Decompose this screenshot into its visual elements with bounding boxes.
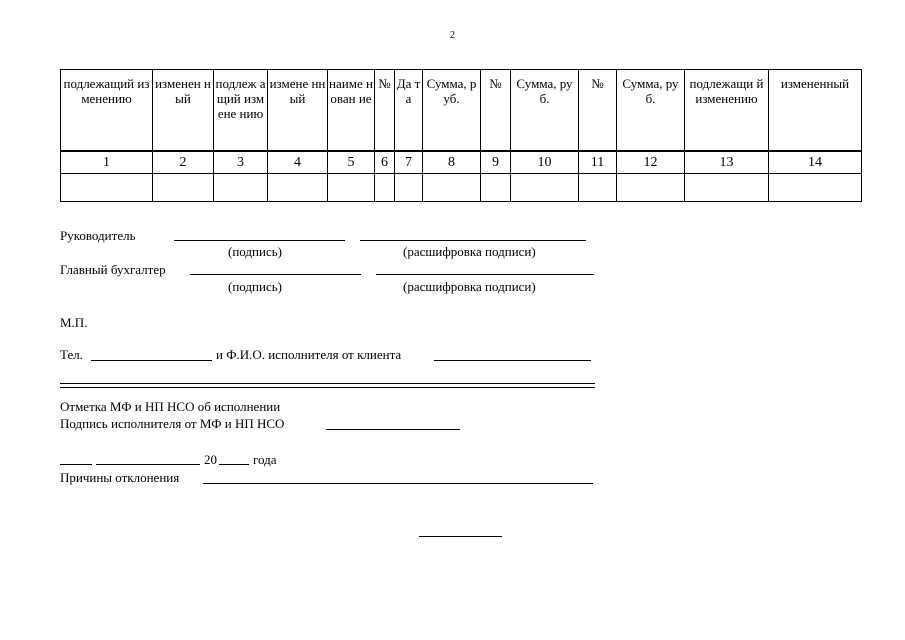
empty-cell[interactable] <box>328 174 375 202</box>
empty-cell[interactable] <box>153 174 214 202</box>
head-decoding-line[interactable] <box>360 240 586 241</box>
column-number: 10 <box>511 151 579 174</box>
header-cell: измене нный <box>268 70 328 152</box>
year-prefix: 20 <box>204 452 217 467</box>
column-number: 7 <box>395 151 423 174</box>
footer-line <box>419 536 502 537</box>
empty-cell[interactable] <box>579 174 617 202</box>
chief-accountant-signature-line[interactable] <box>190 274 361 275</box>
chief-accountant-label: Главный бухгалтер <box>60 262 166 277</box>
column-number: 2 <box>153 151 214 174</box>
column-number: 1 <box>61 151 153 174</box>
deviation-reasons-label: Причины отклонения <box>60 470 180 485</box>
page-number: 2 <box>450 30 455 41</box>
execution-mark-label: Отметка МФ и НП НСО об исполнении <box>60 399 281 414</box>
header-cell: измененный <box>769 70 862 152</box>
empty-cell[interactable] <box>511 174 579 202</box>
executor-label: и Ф.И.О. исполнителя от клиента <box>216 347 402 362</box>
executor-line[interactable] <box>434 360 591 361</box>
signature-caption: (подпись) <box>228 279 282 294</box>
separator <box>60 383 595 388</box>
phone-label: Тел. <box>60 347 83 362</box>
decoding-caption: (расшифровка подписи) <box>403 244 536 259</box>
phone-line[interactable] <box>91 360 212 361</box>
column-number: 8 <box>423 151 481 174</box>
empty-cell[interactable] <box>214 174 268 202</box>
head-label: Руководитель <box>60 228 136 243</box>
stamp-label: М.П. <box>60 315 88 330</box>
year-suffix: года <box>253 452 277 467</box>
header-cell: № <box>375 70 395 152</box>
executor-signature-line[interactable] <box>326 429 460 430</box>
header-cell: подлеж ащий измене нию <box>214 70 268 152</box>
date-year-line[interactable] <box>219 464 249 465</box>
header-cell: Сумма, руб. <box>511 70 579 152</box>
executor-signature-label: Подпись исполнителя от МФ и НП НСО <box>60 416 285 431</box>
column-number: 4 <box>268 151 328 174</box>
decoding-caption: (расшифровка подписи) <box>403 279 536 294</box>
column-number: 13 <box>685 151 769 174</box>
empty-cell[interactable] <box>481 174 511 202</box>
chief-accountant-decoding-line[interactable] <box>376 274 594 275</box>
header-cell: наиме нован ие <box>328 70 375 152</box>
column-number: 12 <box>617 151 685 174</box>
empty-cell[interactable] <box>617 174 685 202</box>
column-number: 3 <box>214 151 268 174</box>
empty-cell[interactable] <box>268 174 328 202</box>
column-number: 9 <box>481 151 511 174</box>
empty-cell[interactable] <box>395 174 423 202</box>
column-number: 5 <box>328 151 375 174</box>
header-cell: № <box>481 70 511 152</box>
empty-cell[interactable] <box>685 174 769 202</box>
deviation-reasons-line[interactable] <box>203 483 593 484</box>
head-signature-line[interactable] <box>174 240 345 241</box>
column-number: 6 <box>375 151 395 174</box>
signature-caption: (подпись) <box>228 244 282 259</box>
header-cell: Да та <box>395 70 423 152</box>
header-cell: Сумма, руб. <box>617 70 685 152</box>
header-cell: подлежащи й изменению <box>685 70 769 152</box>
header-cell: Сумма, руб. <box>423 70 481 152</box>
table-row-empty <box>61 174 862 202</box>
empty-cell[interactable] <box>423 174 481 202</box>
column-number: 14 <box>769 151 862 174</box>
empty-cell[interactable] <box>769 174 862 202</box>
empty-cell[interactable] <box>61 174 153 202</box>
column-number: 11 <box>579 151 617 174</box>
header-cell: подлежащий изменению <box>61 70 153 152</box>
header-cell: № <box>579 70 617 152</box>
date-day-line[interactable] <box>60 464 92 465</box>
empty-cell[interactable] <box>375 174 395 202</box>
header-cell: изменен ный <box>153 70 214 152</box>
table-header-row <box>61 70 862 152</box>
column-number-row <box>61 151 862 174</box>
changes-table <box>60 69 862 202</box>
date-month-line[interactable] <box>96 464 200 465</box>
